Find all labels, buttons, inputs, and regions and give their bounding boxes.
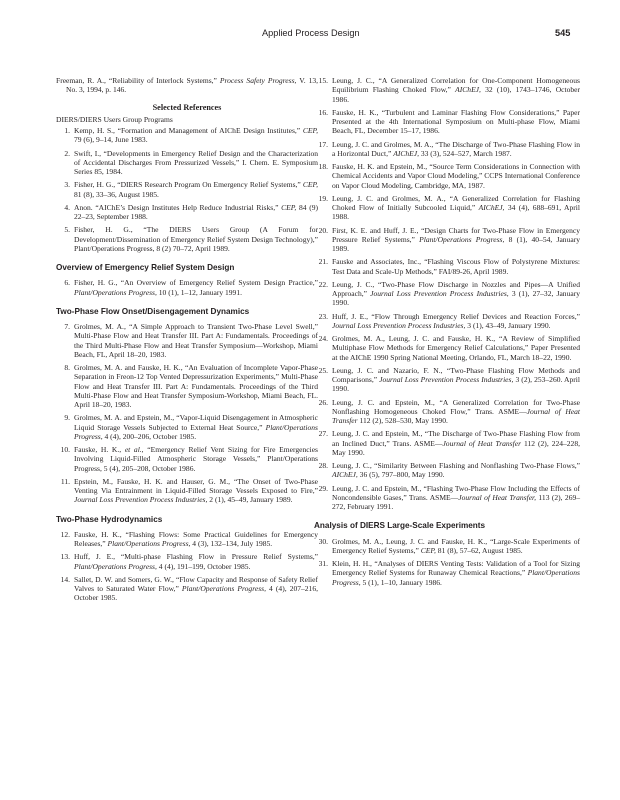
reference-number: 6. [64,278,70,288]
reference-text: Sallet, D. W. and Somers, G. W., “Flow Capacity and Response of Safety Relief Valves to Saturated Water Flow,” [74,574,318,593]
reference-entry [314,194,580,222]
reference-entry [56,413,318,441]
analysis-heading: Analysis of DIERS Large-Scale Experiments [314,521,486,531]
reference-source: Plant/Operations Progress, [74,561,157,571]
reference-entry [56,477,318,505]
reference-details: 81 (8), 57–62, August 1985. [435,545,523,555]
reference-entry [314,461,580,480]
reference-details: 34 (4), 688–691, April 1988. [332,203,580,222]
reference-text: Swift, I., “Developments in Emergency Relief Design and the Characterization of Accidental Discharges From Pressurized Vessels,” I. Chem. E. Symposium Series 85, 1984. [74,148,318,176]
reference-text: Leung, J. C., “Two-Phase Flow Discharge in Nozzles and Pipes—A Unified Approach,” [332,279,580,298]
reference-entry [314,334,580,362]
reference-text: Leung, J. C. and Epstein, M., “The Discharge of Two-Phase Flashing Flow from an Inclined Duct,” Trans. ASME— [332,429,580,448]
reference-entry [56,225,318,253]
reference-number: 14. [60,574,70,584]
two-phase-onset-heading: Two-Phase Flow Onset/Disengagement Dynamics [56,306,250,316]
reference-details: 84 (9) 22–23, September 1988. [74,202,318,221]
reference-source: CEP, [302,126,318,135]
reference-entry [314,162,580,190]
reference-source: Journal Loss Prevention Process Industries, [379,375,514,384]
reference-details: 4 (3), 132–134, July 1985. [190,539,273,548]
reference-number: 3. [64,180,70,190]
reference-text: Fisher, H. G., “DIERS Research Program On Emergency Relief Systems,” [74,180,303,190]
reference-list-continued [314,76,580,511]
reference-number: 10. [60,445,70,454]
reference-text: Fisher, H. G., “An Overview of Emergency Relief System Design Practice,” [74,278,318,288]
reference-details: 81 (8), 33–36, August 1985. [74,189,159,199]
reference-number: 20. [318,225,328,235]
reference-text: Fauske, H. K. and Epstein, M., “Source Term Considerations in Connection with Chemical Accidents and Vapor Cloud Modeling,” CCPS International Conference on Vapor Cloud Modeling, Cambridge, MA, 1987. [332,162,580,190]
reference-number: 27. [318,429,328,439]
reference-text: Leung, J. C. and Nazario, F. N., “Two-Phase Flashing Flow Methods and Comparisons,” [332,365,580,384]
diers-programs-subheading: DIERS/DIERS Users Group Programs [56,114,173,124]
reference-entry [56,530,318,549]
reference-source: Plant/Operations Progress, [107,539,191,548]
reference-details: “Emergency Relief Vent Sizing for Fire Emergencies Involving Liquid-Filled Atmospheric Storage Vessels,” Plant/Operations Progress, 5 (4), 205–208, October 1986. [74,445,318,473]
reference-source: Journal Loss Prevention Process Industries, [332,320,466,330]
reference-entry [314,76,580,104]
reference-details: 33 (3), 524–527, March 1987. [418,148,512,158]
reference-number: 29. [318,483,328,493]
reference-text: Anon. “AIChE’s Design Institutes Help Reduce Industrial Risks,” [74,202,282,212]
reference-entry [56,322,318,359]
reference-text: Grolmes, M. A., Leung, J. C. and Fauske, H. K., “A Review of Simplified Multiphase Flow Methods for Emergency Relief Calculations,” Paper Presented at the AIChE 1990 Spring National Meeting, Orlando, FL, March 18–22, 1990. [332,334,580,362]
reference-number: 17. [318,139,328,149]
reference-list-overview [56,278,318,297]
reference-source: Plant/Operations Progress, [419,234,505,244]
reference-source: CEP, [281,202,297,212]
overview-heading: Overview of Emergency Relief System Design [56,263,235,272]
reference-text: Leung, J. C., “Similarity Between Flashing and Nonflashing Two-Phase Flows,” [332,461,580,470]
reference-number: 11. [60,476,70,486]
reference-entry [56,363,318,409]
reference-number: 25. [318,365,328,375]
reference-details: 2 (1), 45–49, January 1989. [207,495,293,505]
reference-details: 5 (1), 1–10, January 1986. [360,577,442,587]
reference-entry [314,257,580,276]
reference-text: Grolmes, M. A. and Epstein, M., “Vapor-Liquid Disengagement in Atmospheric Liquid Storage Vessels Subjected to External Heat Source,” [74,413,318,432]
reference-text: Fauske, H. K., “Turbulent and Laminar Flashing Flow Considerations,” Paper Presented at the 4th International Symposium on Multi-phase Flow, Miami Beach, FL, December 15–17, 1986. [332,107,580,136]
reference-entry [314,559,580,587]
reference-text: Huff, J. E., “Multi-phase Flashing Flow in Pressure Relief Systems,” [74,552,318,562]
running-title: Applied Process Design [262,28,360,38]
reference-entry [56,552,318,571]
reference-details: 32 (10), 1743–1746, October 1986. [332,85,580,104]
reference-text: Leung, J. C. and Grolmes, M. A., “The Discharge of Two-Phase Flashing Flow in a Horizontal Duct,” [332,139,580,158]
reference-number: 9. [64,413,70,423]
reference-entry [56,180,318,199]
reference-entry [314,312,580,331]
reference-entry [56,278,318,297]
reference-source: et al., [124,445,144,454]
reference-details: 3 (1), 27–32, January 1990. [332,289,580,308]
reference-entry [56,203,318,222]
reference-entry [314,484,580,512]
reference-text: Leung, J. C. and Epstein, M., “Flashing Two-Phase Flow Including the Effects of Noncondensible Gases,” Trans. ASME— [332,483,580,502]
left-column [56,76,318,607]
reference-number: 24. [318,334,328,343]
reference-entry [56,445,318,473]
reference-list-onset [56,322,318,505]
reference-details: 112 (2), 224–228, May 1990. [332,438,580,457]
reference-number: 8. [64,363,70,372]
reference-entry [314,108,580,136]
reference-text: Grolmes, M. A., Leung, J. C. and Fauske, H. K., “Large-Scale Experiments of Emergency Relief Systems,” [332,536,580,555]
reference-source: Plant/Operations Progress, [74,422,318,441]
reference-number: 12. [60,529,70,539]
reference-number: 4. [64,202,70,212]
reference-text: First, K. E. and Huff, J. E., “Design Charts for Two-Phase Flow in Emergency Pressure Relief Systems,” [332,225,580,244]
page-number: 545 [555,28,571,38]
reference-source: CEP, [302,180,318,190]
freeman-reference: Freeman, R. A., “Reliability of Interlock Systems,” Process Safety Progress, V. 13, No. 3, 1994, p. 146. [56,76,318,95]
reference-source: Plant/Operations Progress, [332,568,580,587]
reference-source: Journal Loss Prevention Process Industries, [74,495,208,505]
reference-source: Journal of Heat Transfer [332,406,580,425]
reference-text: Grolmes, M. A. and Fauske, H. K., “An Evaluation of Incomplete Vapor-Phase Separation in Freon-12 Top Vented Depressurization Experiments,” Multi-Phase Flow and Heat Transfer III. Part A: Fundamentals. Proceedings of the Third Multi-Phase Flow and Heat Transfer Symposium-Workshop, Miami Beach, FL. April 18–20, 1983. [74,363,318,409]
reference-entry [56,575,318,603]
selected-references-heading: Selected References [152,102,222,112]
reference-source: Journal Loss Prevention Process Industries, [370,289,509,298]
reference-number: 5. [64,225,70,235]
reference-list-hydrodynamics [56,530,318,603]
reference-text: Leung, J. C. and Epstein, M., “A Generalized Correlation for Two-Phase Nonflashing Homogeneous Choked Flow,” Trans. ASME— [332,397,580,416]
reference-text: Fauske, H. K., [74,445,125,454]
reference-text: Klein, H. H., “Analyses of DIERS Venting Tests: Validation of a Tool for Sizing Emergency Relief Systems for Runaway Chemical Reactions,” [332,559,580,578]
reference-details: 4 (4), 207–216, October 1985. [74,584,318,603]
reference-source: Plant/Operations Progress, [74,287,157,297]
reference-entry [56,149,318,177]
reference-source: AIChEJ, [332,470,358,480]
reference-number: 31. [318,559,328,568]
reference-source: Journal of Heat Transfer [442,438,522,448]
reference-number: 30. [318,536,328,546]
reference-list-diers [56,126,318,253]
reference-source: AIChEJ, [393,148,419,158]
hydrodynamics-heading: Two-Phase Hydrodynamics [56,514,163,524]
reference-details: 36 (5), 797–800, May 1990. [357,470,445,480]
reference-entry [314,537,580,556]
reference-number: 23. [318,311,328,321]
reference-entry [314,398,580,426]
reference-details: 4 (4), 191–199, October 1985. [156,561,251,571]
reference-details: 10 (1), 1–12, January 1991. [156,287,242,297]
reference-source: AIChEJ, [478,203,505,212]
reference-number: 18. [318,162,328,171]
reference-number: 15. [318,76,328,85]
reference-entry [314,429,580,457]
reference-list-analysis [314,537,580,587]
reference-source: Journal of Heat Transfer, [458,492,537,502]
reference-text: Leung, J. C. and Grolmes, M. A., “A Generalized Correlation for Flashing Choked Flow of Initially Subcooled Liquid,” [332,193,580,212]
reference-entry [314,226,580,254]
reference-details: 79 (6), 9–14, June 1983. [74,135,148,145]
reference-number: 22. [318,279,328,289]
reference-number: 13. [60,552,70,562]
reference-details: 8 (1), 40–54, January 1989. [332,234,580,253]
reference-source: Plant/Operations Progress, [181,584,266,593]
reference-details: 4 (4), 200–206, October 1985. [102,431,197,441]
reference-entry [314,366,580,394]
reference-entry [56,126,318,145]
reference-source: CEP, [420,545,436,555]
reference-number: 21. [318,257,328,267]
reference-text: Fauske and Associates, Inc., “Flashing Viscous Flow of Polystyrene Mixtures: Test Data and Scale-Up Methods,” FAI/89-26, April 1989. [332,257,580,276]
reference-details: 113 (2), 269–272, February 1991. [332,492,581,511]
reference-entry [314,280,580,308]
right-column [314,76,580,591]
reference-text: Fisher, H. G., “The DIERS Users Group (A Forum for Development/Dissemination of Emergency Relief System Design Technology),” Plant/Operations Progress, 8 (2) 70–72, April 1989. [74,225,318,253]
reference-text: Leung, J. C., “A Generalized Correlation for One-Component Homogeneous Equilibrium Flashing Choked Flow,” [332,76,580,95]
reference-text: Grolmes, M. A., “A Simple Approach to Transient Two-Phase Level Swell,” Multi-Phase Flow and Heat Transfer III. Part A: Fundamentals. Proceedings of the Third Multi-Phase Flow and Heat Transfer Symposium—Workshop, Miami Beach, FL, April 18–20, 1983. [74,322,318,359]
reference-number: 26. [318,397,328,407]
page-header [0,28,620,42]
reference-text: Kemp, H. S., “Formation and Management of AIChE Design Institutes,” [74,126,303,135]
reference-text: Fauske, H. K., “Flashing Flows: Some Practical Guidelines for Emergency Releases,” [74,529,318,548]
reference-number: 28. [318,461,328,470]
reference-number: 16. [318,107,328,117]
reference-text: Epstein, M., Fauske, H. K. and Hauser, G. M., “The Onset of Two-Phase Venting Via Entrainment in Liquid-Filled Storage Vessels Exposed to Fire,” [74,476,318,495]
reference-number: 19. [318,193,328,203]
reference-number: 1. [64,126,70,135]
reference-details: 112 (2), 528–530, May 1990. [357,416,448,425]
reference-number: 2. [64,148,70,158]
reference-source: AIChEJ, [455,85,481,95]
reference-details: 3 (1), 43–49, January 1990. [465,320,551,330]
reference-entry [314,140,580,159]
reference-number: 7. [64,322,70,331]
reference-text: Huff, J. E., “Flow Through Emergency Relief Devices and Reaction Forces,” [332,311,580,321]
reference-details: 3 (2), 253–260. April 1990. [332,375,580,394]
